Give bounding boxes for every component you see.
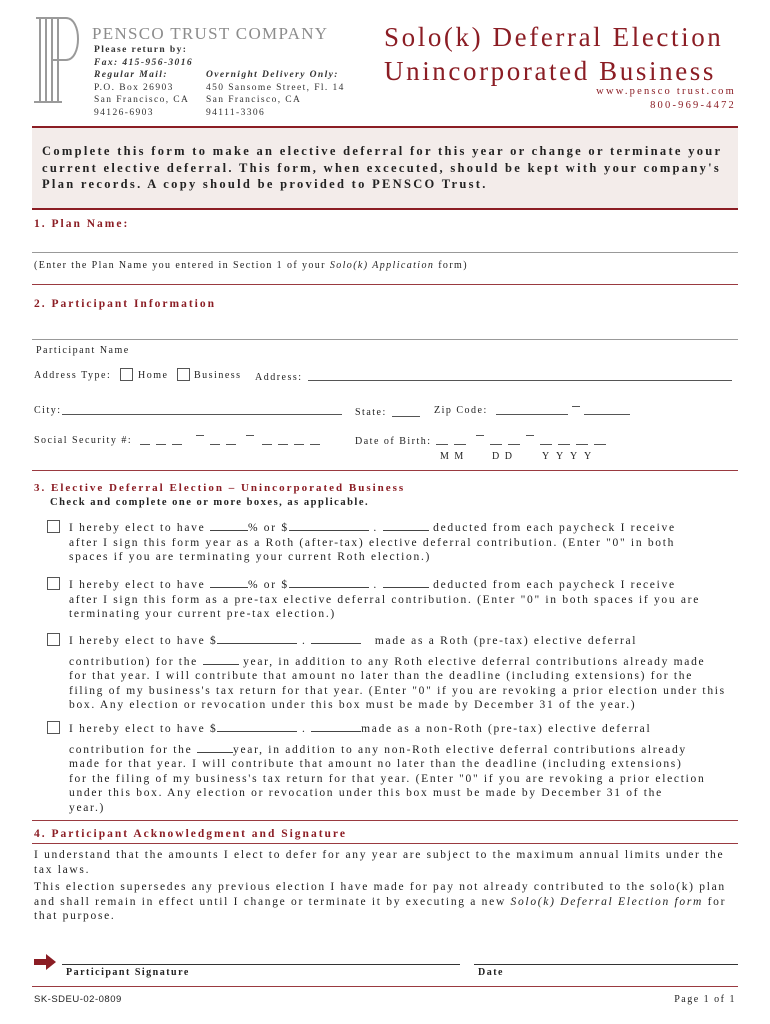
roth-cents-field[interactable] <box>383 520 429 531</box>
roth-year-field[interactable] <box>203 654 239 665</box>
divider <box>32 843 738 844</box>
dob-dd-label: D D <box>492 451 514 462</box>
state-label: State: <box>355 407 387 418</box>
date-field[interactable] <box>474 964 738 965</box>
plan-name-field[interactable] <box>32 252 738 253</box>
roth-paycheck-option: I hereby elect to have % or $ . deducted from each paycheck I receive after I sign this form year as a Roth (after-tax) elective deferral contribution. (Enter "0" in both spaces if you are terminating your current Roth election.) <box>69 522 676 563</box>
acknowledgment-text: I understand that the amounts I elect to defer for any year are subject to the maximum annual limits under the tax laws. <box>34 849 725 876</box>
signature-label: Participant Signature <box>66 967 190 978</box>
ssn-field[interactable] <box>140 435 332 447</box>
overnight-label: Overnight Delivery Only: <box>206 70 339 80</box>
divider <box>32 470 738 471</box>
section2-heading: 2. Participant Information <box>34 298 217 310</box>
address-type-label: Address Type: <box>34 370 112 381</box>
roth-year-cents-field[interactable] <box>311 633 361 644</box>
date-label: Date <box>478 967 504 978</box>
plan-name-hint: (Enter the Plan Name you entered in Section 1 of your Solo(k) Application form) <box>34 260 468 271</box>
address-label: Address: <box>255 372 303 383</box>
address-field[interactable] <box>308 380 732 381</box>
state-field[interactable] <box>392 416 420 417</box>
overnight-line: 450 Sansome Street, Fl. 14 <box>206 82 345 93</box>
roth-year-dollar-field[interactable] <box>217 633 297 644</box>
form-title-line1: Solo(k) Deferral Election <box>384 22 724 52</box>
supersede-text: This election supersedes any previous election I have made for pay not already contributed to the solo(k) plan and shall remain in effect until I change or terminate it by executing a new Solo(k) Deferral Election form for that purpose. <box>34 881 727 922</box>
home-checkbox[interactable] <box>120 368 133 381</box>
dob-yyyy-label: Y Y Y Y <box>542 451 594 462</box>
roth-year-checkbox[interactable] <box>47 633 60 646</box>
dob-label: Date of Birth: <box>355 436 432 447</box>
zip-dash <box>572 406 580 407</box>
zip-extension-field[interactable] <box>584 414 630 415</box>
page-number: Page 1 of 1 <box>674 994 736 1005</box>
roth-paycheck-checkbox[interactable] <box>47 520 60 533</box>
zip-label: Zip Code: <box>434 405 488 416</box>
regular-mail-line: San Francisco, CA <box>94 95 190 105</box>
pretax-cents-field[interactable] <box>383 577 429 588</box>
form-code: SK-SDEU-02-0809 <box>34 994 122 1005</box>
ssn-label: Social Security #: <box>34 435 133 446</box>
dob-mm-label: M M <box>440 451 465 462</box>
divider <box>32 820 738 821</box>
roth-year-option: I hereby elect to have $ . made as a Roth (pre-tax) elective deferral contribution) for the year, in addition to any Roth elective deferral contributions already made for that year. I will contribute that amount no later than the deadline (including extensions) for the filing of my business's tax return for that year. (Enter "0" if you are revoking a prior election under this box. Any election or revocation under this box must be made by December 31 of the year.) <box>69 635 726 711</box>
intro-text: Complete this form to make an elective deferral for this year or change or terminate your current elective deferral. This form, when excecuted, should be kept with your company's Plan records. A copy should be provided to PENSCO Trust. <box>42 144 723 191</box>
fax-number: Fax: 415-956-3016 <box>94 57 194 68</box>
section1-heading: 1. Plan Name: <box>34 218 130 230</box>
participant-name-field[interactable] <box>32 339 738 340</box>
pensco-logo <box>32 14 84 106</box>
return-label: Please return by: <box>94 45 188 55</box>
regular-mail-label: Regular Mail: <box>94 70 168 80</box>
zip-field[interactable] <box>496 414 568 415</box>
regular-mail-line: 94126-6903 <box>94 107 154 118</box>
section3-heading: 3. Elective Deferral Election – Unincorporated Business <box>34 482 406 494</box>
divider <box>32 284 738 285</box>
form-title-line2: Unincorporated Business <box>384 56 717 86</box>
nonroth-year-option: I hereby elect to have $ . made as a non-Roth (pre-tax) elective deferral contribution for the year, in addition to any non-Roth elective deferral contributions already made for that year. I will contribute that amount no later than the deadline (including extensions) for the filing of my business's tax return for that year. (Enter "0" if you are revoking a prior election under this box. Any election or revocation under this box must be made by December 31 of the year.) <box>69 723 706 814</box>
arrow-right-icon <box>34 954 56 970</box>
website-link[interactable]: www.pensco trust.com <box>596 86 736 97</box>
signature-field[interactable] <box>62 964 460 965</box>
divider <box>32 986 738 987</box>
city-field[interactable] <box>62 414 342 415</box>
phone-number: 800-969-4472 <box>650 100 736 111</box>
return-instructions <box>94 44 193 119</box>
participant-name-label: Participant Name <box>36 345 130 356</box>
pretax-dollar-field[interactable] <box>289 577 369 588</box>
business-checkbox[interactable] <box>177 368 190 381</box>
home-label: Home <box>138 370 169 381</box>
business-label: Business <box>194 370 242 381</box>
nonroth-year-checkbox[interactable] <box>47 721 60 734</box>
roth-percent-field[interactable] <box>210 520 248 531</box>
overnight-line: San Francisco, CA <box>206 95 302 105</box>
overnight-line: 94111-3306 <box>206 107 266 118</box>
regular-mail-line: P.O. Box 26903 <box>94 82 174 93</box>
pretax-paycheck-checkbox[interactable] <box>47 577 60 590</box>
company-name: PENSCO TRUST COMPANY <box>92 24 329 43</box>
nonroth-dollar-field[interactable] <box>217 721 297 732</box>
roth-dollar-field[interactable] <box>289 520 369 531</box>
pretax-paycheck-option: I hereby elect to have % or $ . deducted from each paycheck I receive after I sign this form as a pre-tax elective deferral contribution. (Enter "0" in both spaces if you are terminating your current pre-tax election.) <box>69 579 701 620</box>
nonroth-year-field[interactable] <box>197 742 233 753</box>
nonroth-cents-field[interactable] <box>311 721 361 732</box>
section3-subheading: Check and complete one or more boxes, as applicable. <box>50 497 370 508</box>
city-label: City: <box>34 405 62 416</box>
pretax-percent-field[interactable] <box>210 577 248 588</box>
dob-field[interactable] <box>436 435 614 447</box>
section4-heading: 4. Participant Acknowledgment and Signature <box>34 828 347 840</box>
overnight-address <box>206 69 345 119</box>
